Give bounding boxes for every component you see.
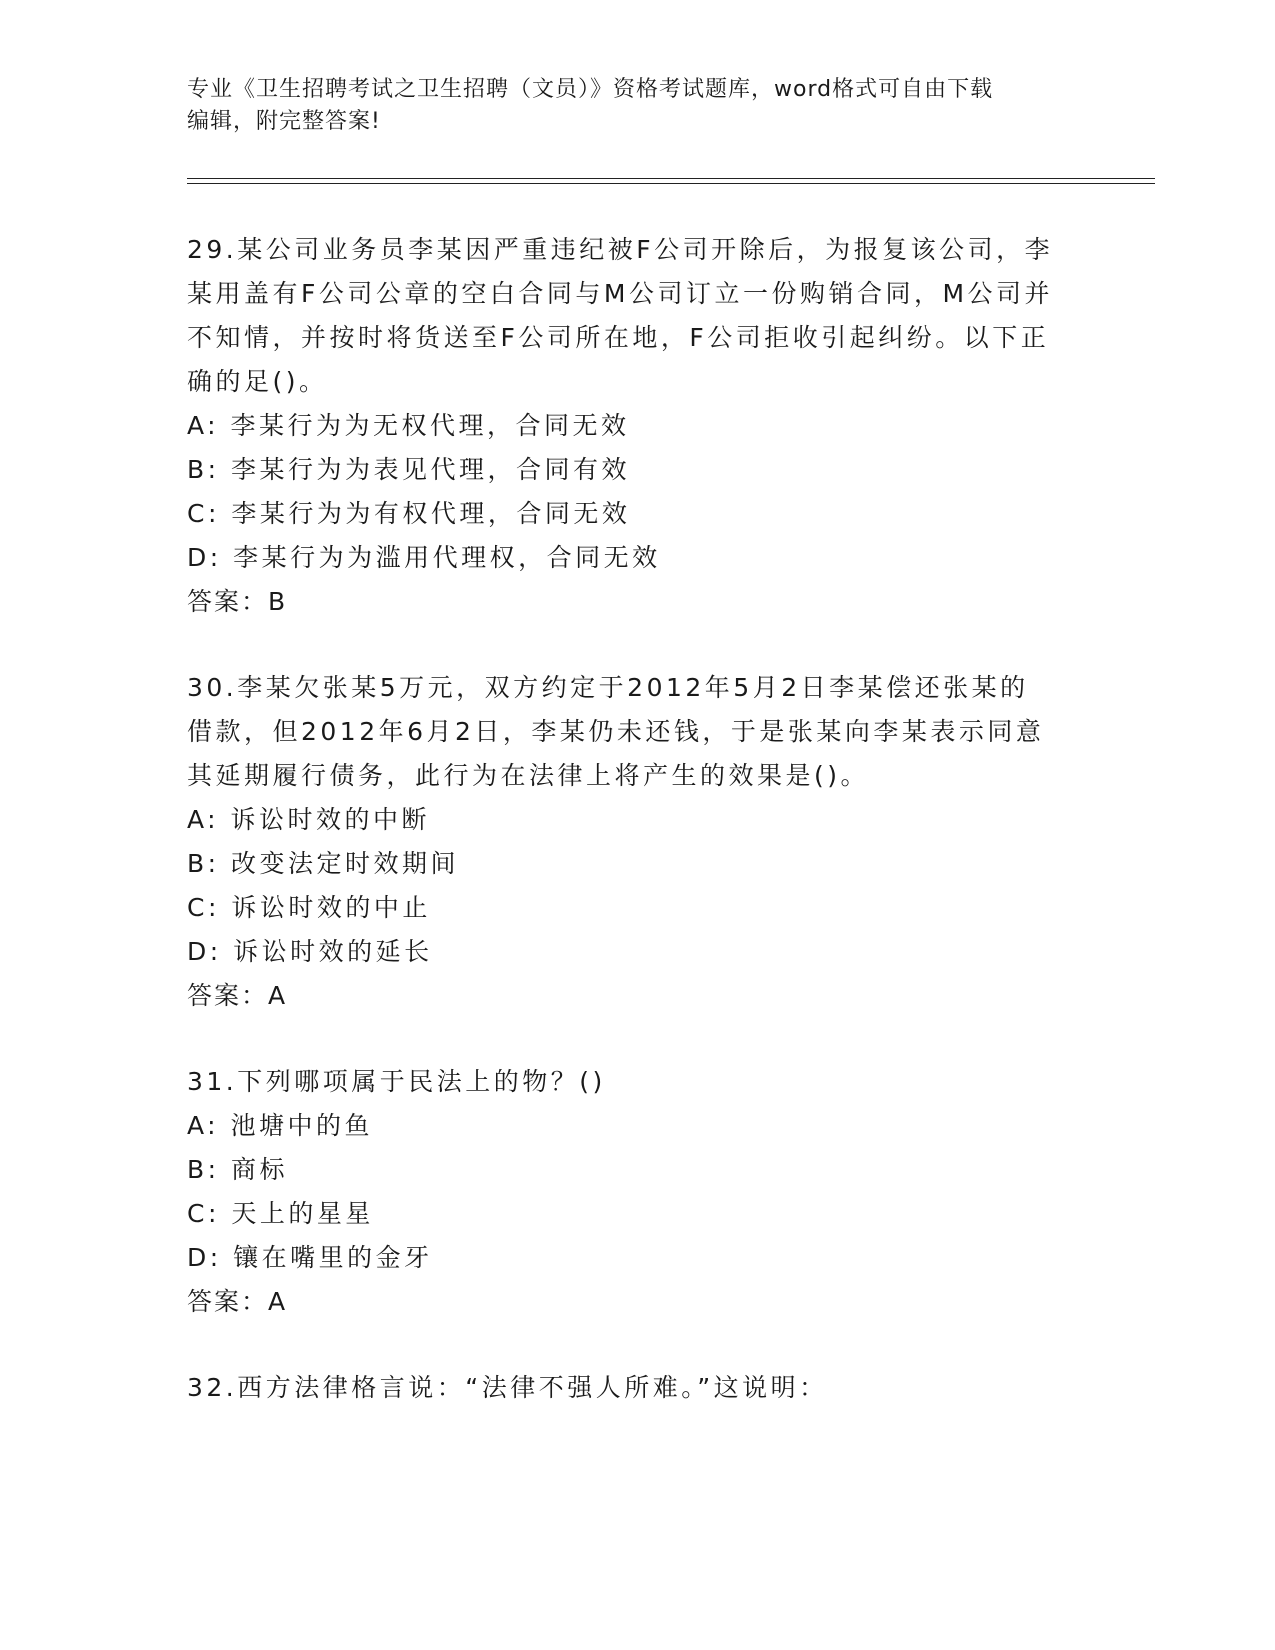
question-30-option-d: D: 诉讼时效的延长 xyxy=(187,937,433,966)
question-30-answer: 答案：A xyxy=(187,981,288,1010)
question-29-text-line-1: 29.某公司业务员李某因严重违纪被F公司开除后，为报复该公司，李 xyxy=(187,235,1054,264)
question-31-option-a: A: 池塘中的鱼 xyxy=(187,1111,374,1140)
question-31-option-b: B: 商标 xyxy=(187,1155,289,1184)
question-30-option-a: A: 诉讼时效的中断 xyxy=(187,805,431,834)
header-divider-top xyxy=(187,178,1155,179)
question-30-text-line-1: 30.李某欠张某5万元，双方约定于2012年5月2日李某偿还张某的 xyxy=(187,673,1029,702)
question-29-text-line-2: 某用盖有F公司公章的空白合同与M公司订立一份购销合同，M公司并 xyxy=(187,279,1054,308)
question-31-text-line-1: 31.下列哪项属于民法上的物？() xyxy=(187,1067,606,1096)
question-31-option-c: C: 天上的星星 xyxy=(187,1199,374,1228)
question-30-text-line-3: 其延期履行债务，此行为在法律上将产生的效果是()。 xyxy=(187,761,870,790)
question-29-option-b: B: 李某行为为表见代理，合同有效 xyxy=(187,455,631,484)
question-30-text-line-2: 借款，但2012年6月2日，李某仍未还钱，于是张某向李某表示同意 xyxy=(187,717,1045,746)
header-line-1: 专业《卫生招聘考试之卫生招聘（文员）》资格考试题库，word格式可自由下载 xyxy=(187,77,994,102)
question-29-option-c: C: 李某行为为有权代理，合同无效 xyxy=(187,499,631,528)
question-31-option-d: D: 镶在嘴里的金牙 xyxy=(187,1243,433,1272)
question-31-answer: 答案：A xyxy=(187,1287,288,1316)
question-29-option-a: A: 李某行为为无权代理，合同无效 xyxy=(187,411,630,440)
question-30-option-b: B: 改变法定时效期间 xyxy=(187,849,460,878)
question-29-answer: 答案：B xyxy=(187,587,288,616)
header-line-2: 编辑，附完整答案! xyxy=(187,109,381,134)
document-header xyxy=(187,74,1087,138)
header-divider-bottom xyxy=(187,183,1155,184)
question-29-text-line-4: 确的足()。 xyxy=(187,367,328,396)
question-29-option-d: D: 李某行为为滥用代理权，合同无效 xyxy=(187,543,661,572)
question-30-option-c: C: 诉讼时效的中止 xyxy=(187,893,431,922)
question-29-text-line-3: 不知情，并按时将货送至F公司所在地，F公司拒收引起纠纷。以下正 xyxy=(187,323,1050,352)
question-32-text-line-1: 32.西方法律格言说：“法律不强人所难。”这说明： xyxy=(187,1373,828,1402)
